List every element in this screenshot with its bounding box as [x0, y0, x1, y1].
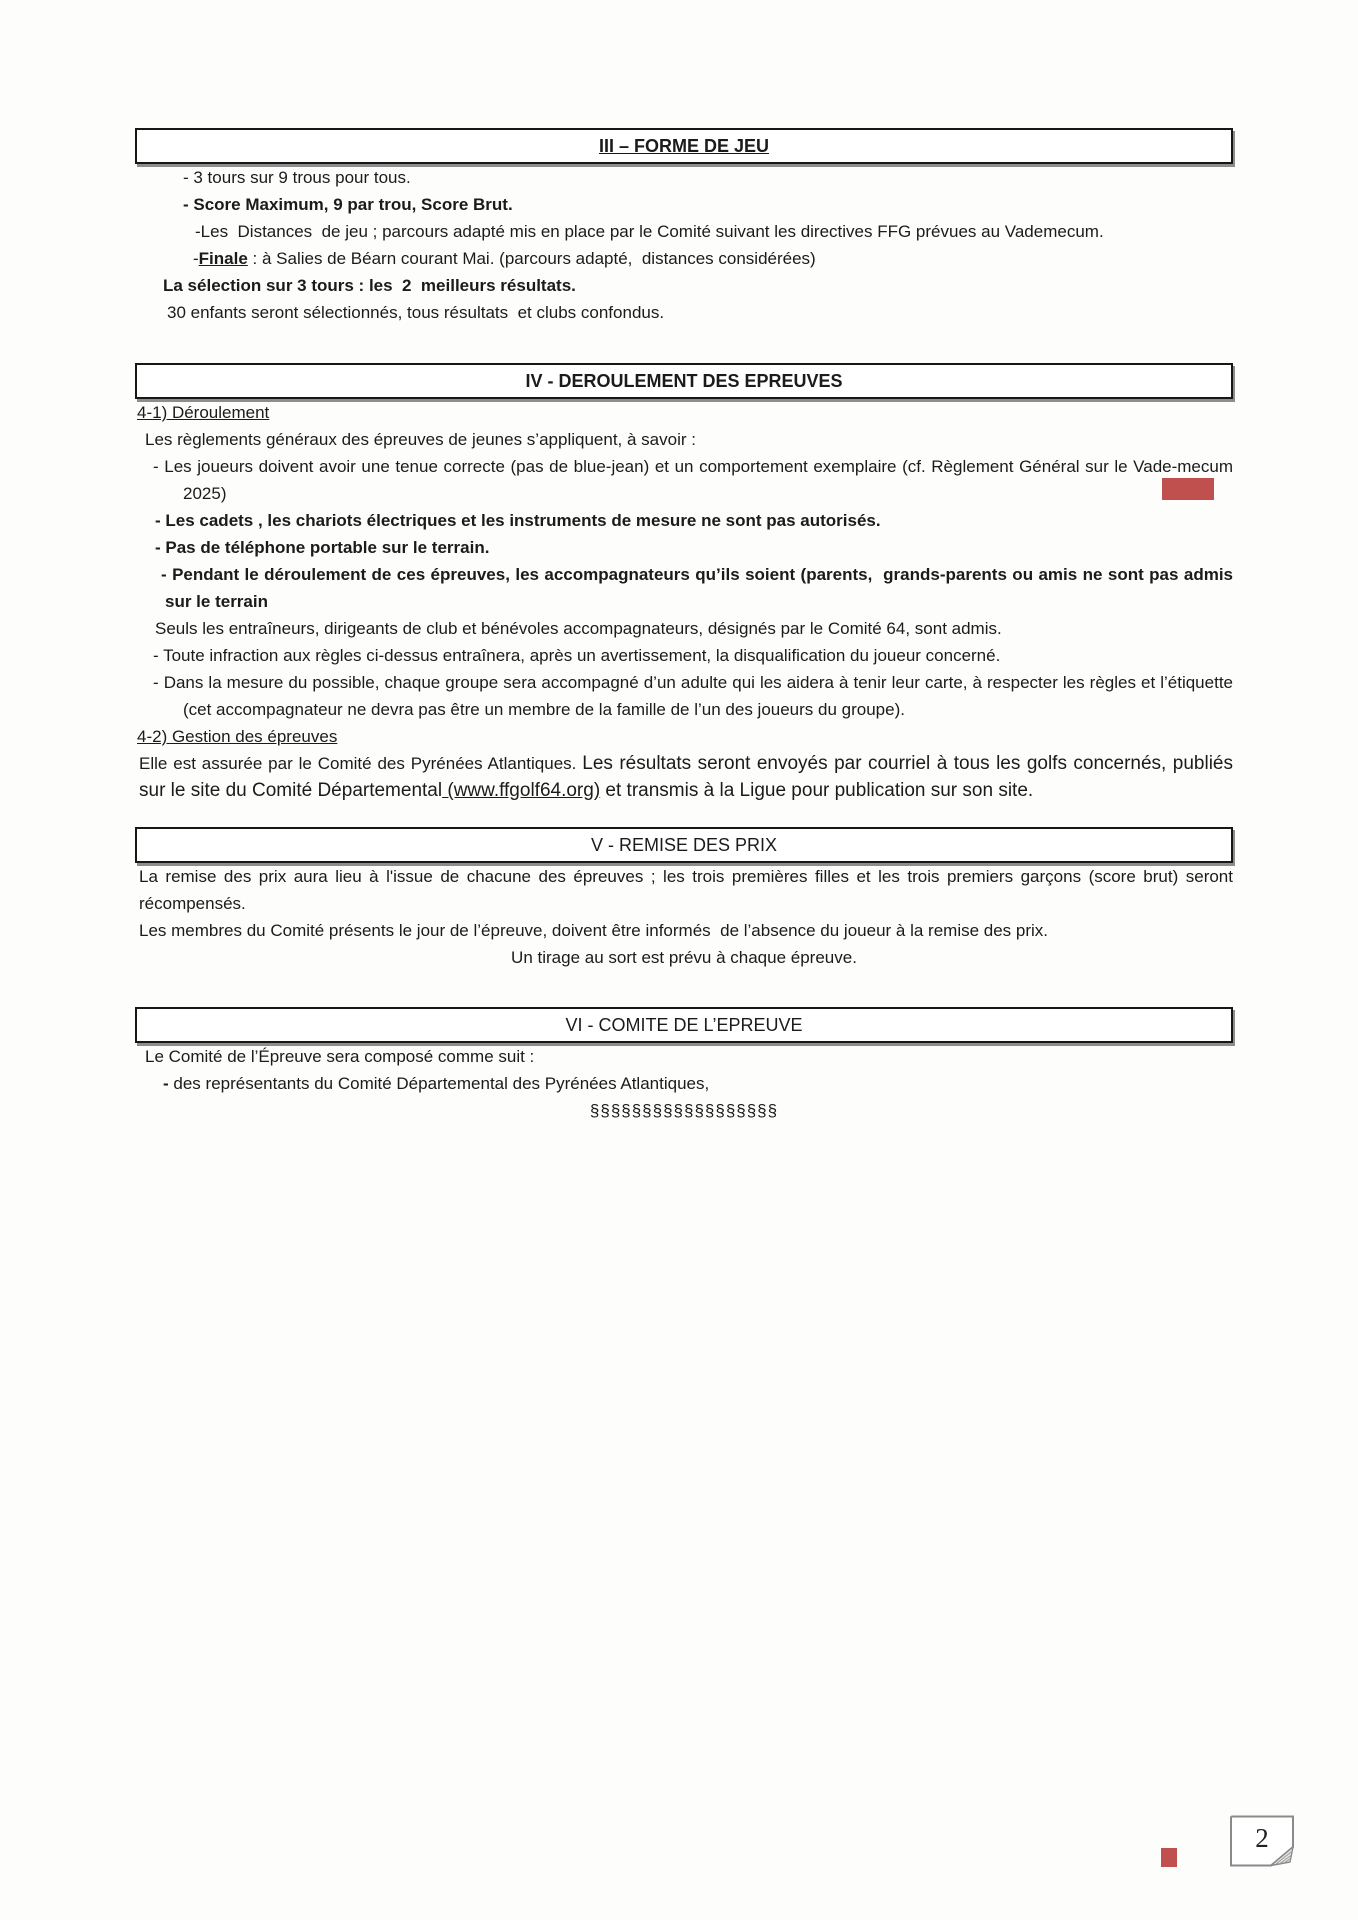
representants-text: des représentants du Comité Départemental des Pyrénées Atlantiques, — [168, 1074, 710, 1093]
section-header-remise-des-prix-label: V - REMISE DES PRIX — [590, 834, 778, 855]
page-number: 2 — [1255, 1823, 1269, 1853]
paragraph-finale — [135, 245, 1233, 272]
section-header-forme-de-jeu-label: III – FORME DE JEU — [598, 135, 770, 156]
finale-rest: : à Salies de Béarn courant Mai. (parcours adapté, distances considérées) — [247, 249, 816, 268]
section-header-comite-epreuve — [135, 1007, 1233, 1043]
paragraph-membres-comite: Les membres du Comité présents le jour de l’épreuve, doivent être informés de l’absence du joueur à la remise des prix. — [139, 921, 1049, 940]
section-header-remise-des-prix — [135, 827, 1233, 863]
paragraph-tirage: Un tirage au sort est prévu à chaque épreuve. — [511, 948, 857, 967]
finale-dash: - — [193, 249, 199, 268]
gestion-part3: et transmis à la Ligue pour publication sur son site. — [600, 780, 1034, 801]
bullet-mesure-groupe: - Dans la mesure du possible, chaque groupe sera accompagné d’un adulte qui les aidera à tenir leur carte, à respecter les règles et l’étiquette (cet accompagnateur ne devra pas être un membre de la famille de l’un des joueurs du groupe). — [153, 673, 1233, 719]
paragraph-distances: -Les Distances de jeu ; parcours adapté mis en place par le Comité suivant les directives FFG prévues au Vademecum. — [195, 222, 1104, 241]
gestion-link-ffgolf64[interactable]: (www.ffgolf64.org) — [442, 780, 601, 801]
page-number-icon — [1228, 1814, 1296, 1873]
red-highlight-mark-top — [1162, 478, 1214, 500]
gestion-part1: Elle est assurée par le Comité des Pyrénées Atlantiques. — [139, 754, 583, 773]
bullet-representants — [135, 1070, 1233, 1097]
bullet-joueurs-tenue: - Les joueurs doivent avoir une tenue correcte (pas de blue-jean) et un comportement exemplaire (cf. Règlement Général sur le Vade-mecum 2025) — [153, 457, 1233, 503]
bullet-cadets-chariots: - Les cadets , les chariots électriques et les instruments de mesure ne sont pas autorisés. — [155, 511, 881, 530]
dog-ear-page-icon — [1228, 1814, 1296, 1868]
section-header-forme-de-jeu — [135, 128, 1233, 164]
subsection-title-4-2: 4-2) Gestion des épreuves — [137, 727, 338, 746]
bullet-infraction: - Toute infraction aux règles ci-dessus entraînera, après un avertissement, la disqualification du joueur concerné. — [153, 646, 1001, 665]
red-highlight-mark-bottom — [1161, 1848, 1177, 1867]
finale-label: Finale — [198, 249, 248, 268]
bullet-telephone: - Pas de téléphone portable sur le terrain. — [155, 538, 490, 557]
paragraph-tours: - 3 tours sur 9 trous pour tous. — [183, 168, 411, 187]
paragraph-selection: La sélection sur 3 tours : les 2 meilleurs résultats. — [163, 276, 576, 295]
subsection-title-4-1: 4-1) Déroulement — [137, 403, 270, 422]
gestion-part2: Les résultats seront envoyés par courriel à tous les golfs concernés, publiés sur le site du Comité Départemental — [139, 753, 1233, 801]
paragraph-reglements: Les règlements généraux des épreuves de jeunes s’appliquent, à savoir : — [145, 430, 696, 449]
paragraph-score-maximum: - Score Maximum, 9 par trou, Score Brut. — [183, 195, 513, 214]
paragraph-seuls-entraineurs: Seuls les entraîneurs, dirigeants de club et bénévoles accompagnateurs, désignés par le Comité 64, sont admis. — [155, 619, 1002, 638]
section-header-deroulement — [135, 363, 1233, 399]
paragraph-remise-prix: La remise des prix aura lieu à l'issue de chacune des épreuves ; les trois premières filles et les trois premiers garçons (score brut) seront récompensés. — [139, 867, 1233, 913]
paragraph-enfants: 30 enfants seront sélectionnés, tous résultats et clubs confondus. — [167, 303, 665, 322]
section-header-deroulement-label: IV - DEROULEMENT DES EPREUVES — [525, 370, 843, 391]
paragraph-gestion — [135, 750, 1233, 804]
section-marks-divider: §§§§§§§§§§§§§§§§§§ — [589, 1101, 779, 1120]
paragraph-comite-compose: Le Comité de l’Épreuve sera composé comme suit : — [145, 1047, 535, 1066]
bullet-accompagnateurs: - Pendant le déroulement de ces épreuves, les accompagnateurs qu’ils soient (parents, grands-parents ou amis ne sont pas admis sur le terrain — [161, 565, 1233, 611]
document-body — [135, 0, 1233, 1124]
representants-dash: - — [163, 1074, 169, 1093]
section-header-comite-epreuve-label: VI - COMITE DE L’EPREUVE — [565, 1014, 803, 1035]
